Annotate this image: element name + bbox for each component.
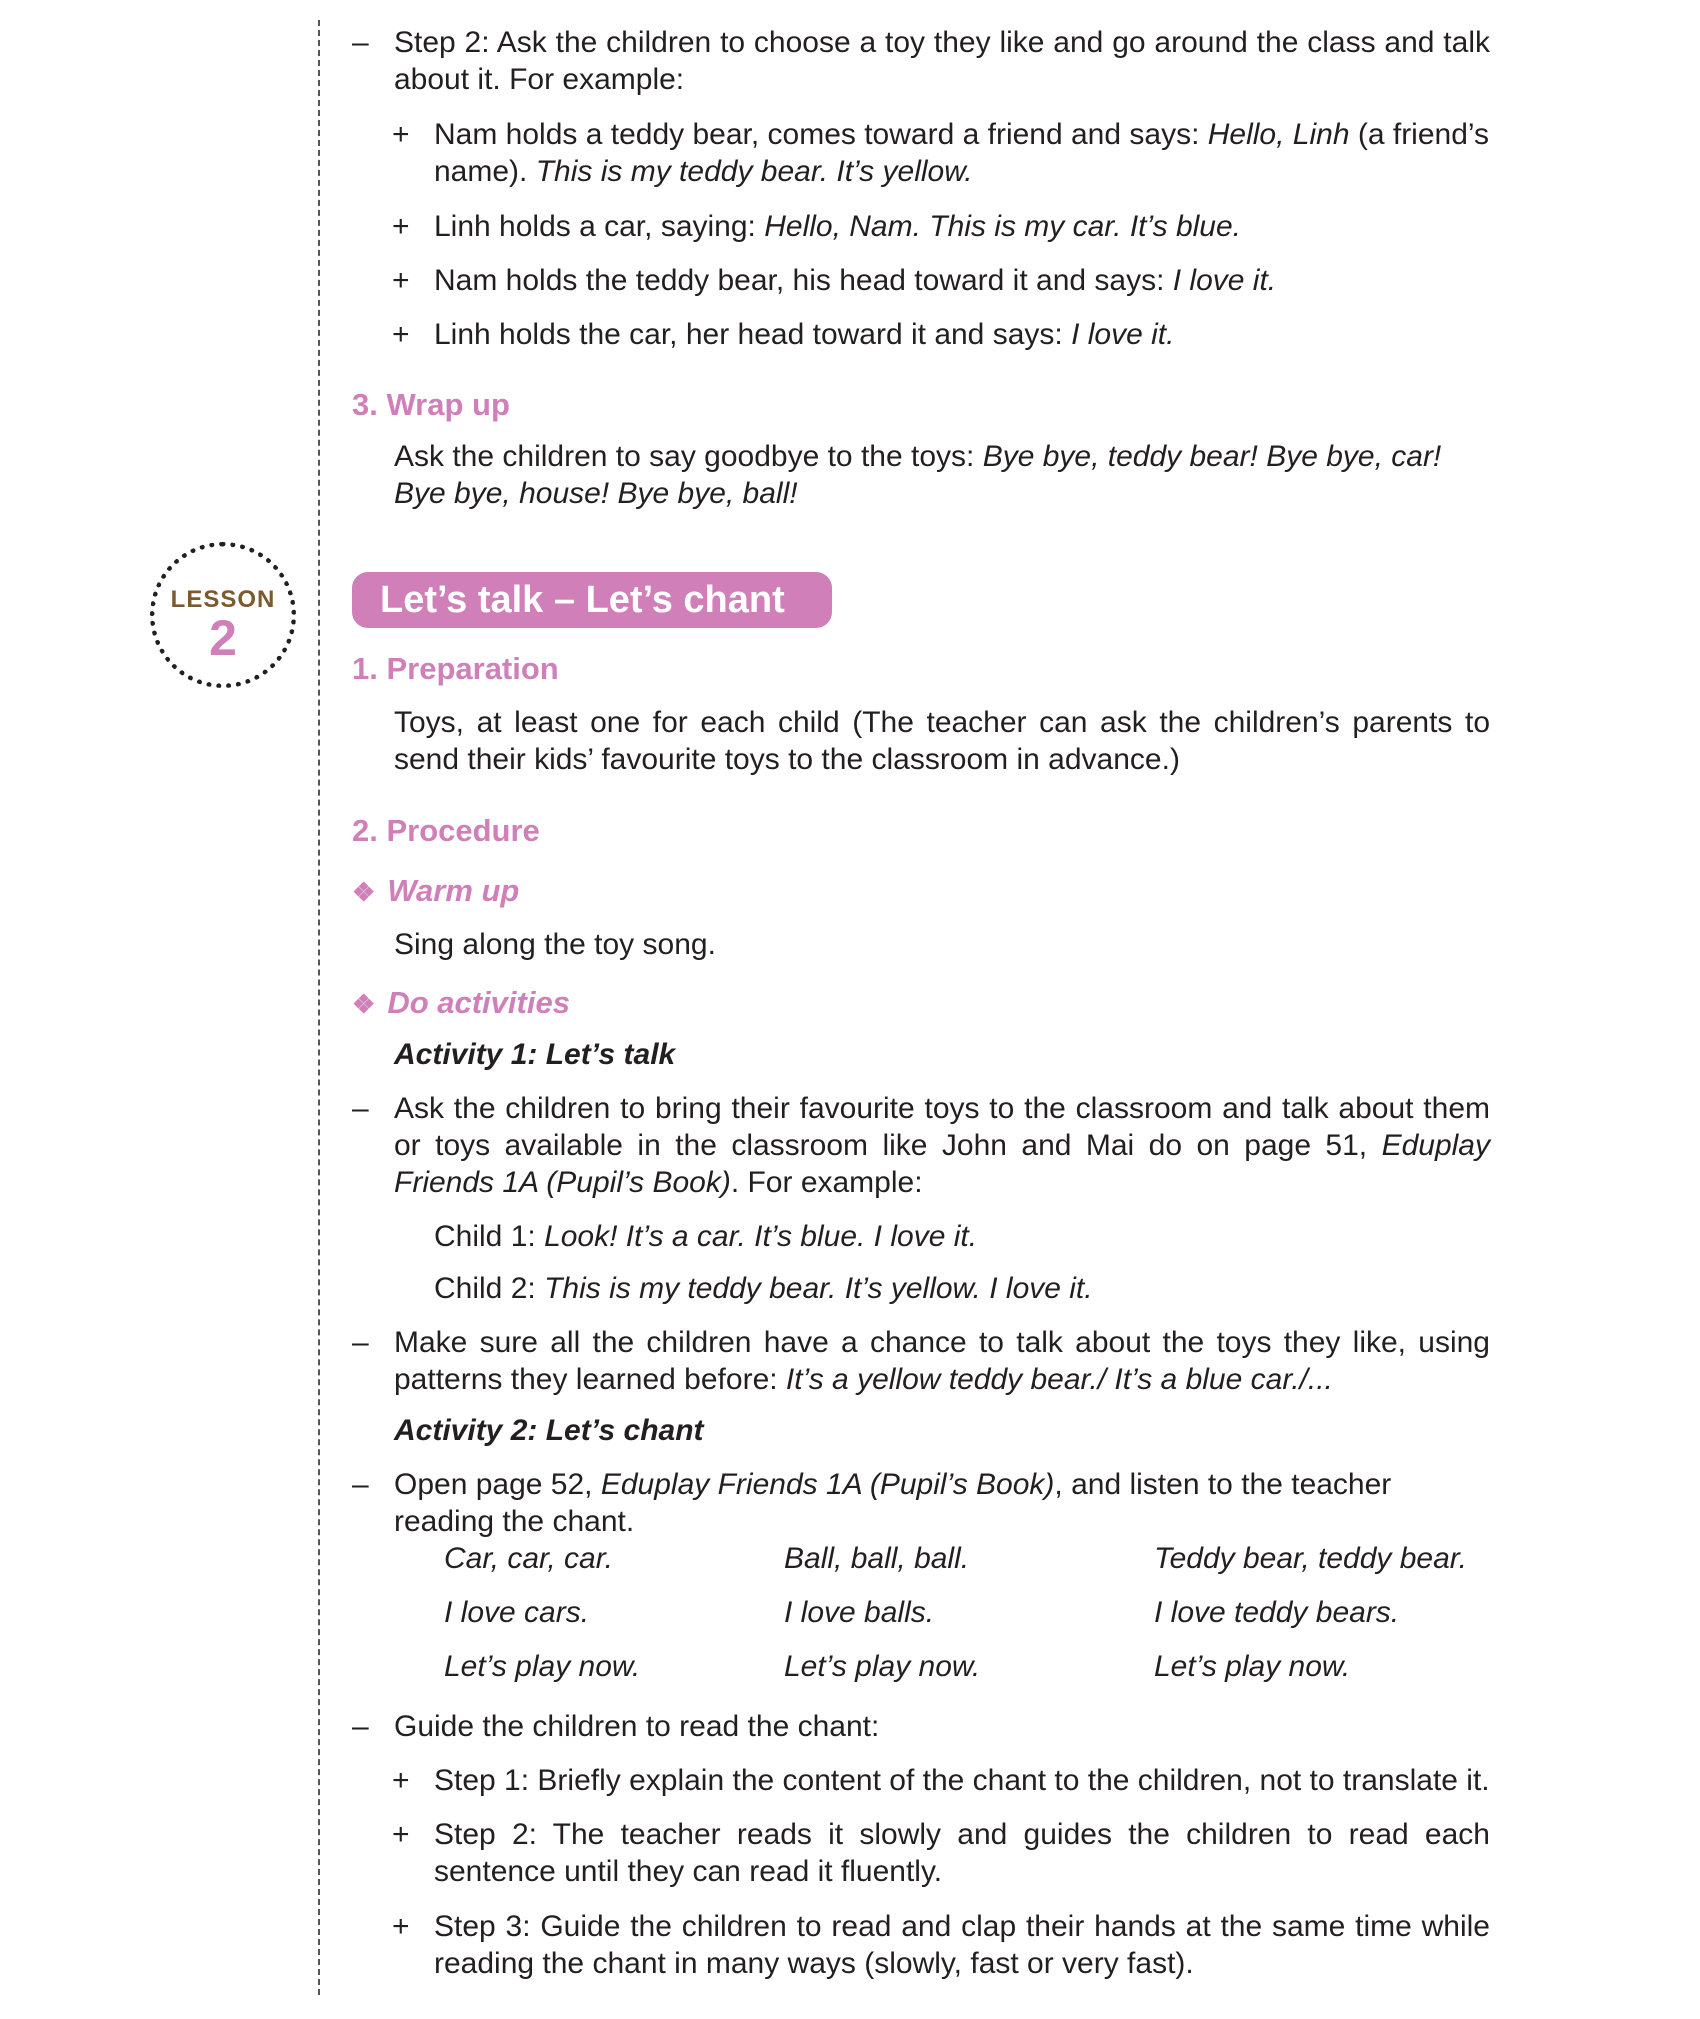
- step-text: Step 1: Briefly explain the content of the chant to the children, not to translate it.: [434, 1764, 1490, 1797]
- activity1-item2-text: [394, 1324, 1490, 1398]
- step-text: Step 3: Guide the children to read and clap their hands at the same time while reading the chant in many ways (slowly, fast or very fast).: [434, 1910, 1490, 1980]
- italic-text: This is my teddy bear. It’s yellow.: [535, 155, 973, 188]
- plain-text: Nam holds the teddy bear, his head toward it and says:: [434, 264, 1173, 297]
- list-item: [352, 1090, 1490, 1201]
- procedure-heading: 2. Procedure: [352, 813, 540, 848]
- plain-text: Ask the children to say goodbye to the toys:: [394, 440, 983, 473]
- child1-line: [434, 1218, 1490, 1255]
- lesson-label: LESSON: [170, 586, 276, 613]
- list-item: [392, 262, 1490, 299]
- plain-text: , and listen to the teacher reading the chant.: [394, 1468, 1392, 1538]
- plus-marker: +: [392, 318, 410, 351]
- chant-line: I love cars.: [444, 1596, 590, 1629]
- margin-divider-line: [318, 20, 320, 1995]
- italic-text: Eduplay Friends 1A (Pupil’s Book): [394, 1129, 1490, 1199]
- plain-text: Make sure all the children have a chance to talk about the toys they like, using patterns they learned before:: [394, 1326, 1490, 1396]
- chant-line: Let’s play now.: [784, 1650, 981, 1683]
- chant-line: I love teddy bears.: [1154, 1596, 1400, 1629]
- example-text: [434, 316, 1490, 353]
- plain-text: Open page 52,: [394, 1468, 601, 1501]
- child-label: Child 2:: [434, 1272, 545, 1305]
- plain-text: Nam holds a teddy bear, comes toward a friend and says:: [434, 118, 1208, 151]
- activity2-title: Activity 2: Let’s chant: [394, 1414, 704, 1447]
- lesson-number: 2: [209, 610, 237, 666]
- chant-line: Let’s play now.: [444, 1650, 641, 1683]
- warm-up-heading: [352, 872, 519, 911]
- italic-text: It’s a yellow teddy bear./ It’s a blue car./...: [785, 1363, 1333, 1396]
- preparation-text: Toys, at least one for each child (The teacher can ask the children’s parents to send their kids’ favourite toys to the classroom in advance.): [394, 706, 1490, 776]
- italic-text: I love it.: [1071, 318, 1175, 351]
- chant-line: Car, car, car.: [444, 1542, 613, 1575]
- plus-marker: +: [392, 1910, 410, 1943]
- step-text: Step 2: The teacher reads it slowly and guides the children to read each sentence until they can read it fluently.: [434, 1818, 1490, 1888]
- italic-text: Eduplay Friends 1A (Pupil’s Book): [600, 1468, 1055, 1501]
- child-label: Child 1:: [434, 1220, 545, 1253]
- plain-text: (a friend’s name).: [434, 118, 1490, 188]
- child2-line: [434, 1270, 1490, 1307]
- activity1-item1-text: [394, 1090, 1490, 1201]
- example-text: [434, 262, 1490, 299]
- plain-text: . For example:: [730, 1166, 923, 1199]
- plus-marker: +: [392, 210, 410, 243]
- example-text: [434, 208, 1490, 245]
- plus-marker: +: [392, 264, 410, 297]
- activity1-title: Activity 1: Let’s talk: [394, 1038, 676, 1071]
- list-item: [392, 1762, 1490, 1799]
- chant-line: Let’s play now.: [1154, 1650, 1351, 1683]
- activity2-item2-text: Guide the children to read the chant:: [394, 1710, 880, 1743]
- preparation-heading: 1. Preparation: [352, 651, 559, 686]
- list-item: [392, 316, 1490, 353]
- italic-text: Bye bye, teddy bear! Bye bye, car! Bye bye, house! Bye bye, ball!: [394, 440, 1442, 510]
- plain-text: Linh holds a car, saying:: [434, 210, 765, 243]
- dash-marker: –: [352, 26, 369, 59]
- list-item: [392, 116, 1490, 190]
- dash-marker: –: [352, 1092, 369, 1125]
- list-item: [352, 1708, 1490, 1745]
- list-item: [392, 1816, 1490, 1890]
- chant-line: Ball, ball, ball.: [784, 1542, 970, 1575]
- example-text: [434, 116, 1490, 190]
- italic-text: Hello, Nam. This is my car. It’s blue.: [764, 210, 1242, 243]
- plain-text: Linh holds the car, her head toward it and says:: [434, 318, 1072, 351]
- lesson-badge: [150, 542, 296, 688]
- italic-text: Look! It’s a car. It’s blue. I love it.: [544, 1220, 978, 1253]
- warm-up-text: Sing along the toy song.: [394, 928, 716, 961]
- plus-marker: +: [392, 1764, 410, 1797]
- dash-marker: –: [352, 1468, 369, 1501]
- wrap-up-text: [394, 438, 1490, 512]
- lesson-title-banner: Let’s talk – Let’s chant: [352, 572, 832, 628]
- warm-up-label: Warm up: [387, 873, 520, 908]
- dash-marker: –: [352, 1710, 369, 1743]
- list-item: [392, 208, 1490, 245]
- plain-text: Ask the children to bring their favourite toys to the classroom and talk about them or toys available in the classroom like John and Mai do on page 51,: [394, 1092, 1490, 1162]
- chant-line: I love balls.: [784, 1596, 935, 1629]
- list-item: [352, 1324, 1490, 1398]
- italic-text: I love it.: [1172, 264, 1277, 297]
- dash-marker: –: [352, 1326, 369, 1359]
- list-item: [352, 1466, 1490, 1540]
- list-item: [352, 24, 1490, 98]
- activity2-item1-text: [394, 1466, 1490, 1540]
- step2-text: Step 2: Ask the children to choose a toy they like and go around the class and talk about it. For example:: [394, 26, 1490, 96]
- italic-text: Hello, Linh: [1207, 118, 1350, 151]
- do-activities-label: Do activities: [387, 985, 570, 1020]
- list-item: [392, 1908, 1490, 1982]
- diamond-cluster-icon: ❖: [352, 877, 376, 907]
- wrap-up-heading: 3. Wrap up: [352, 387, 510, 422]
- plus-marker: +: [392, 1818, 410, 1851]
- italic-text: This is my teddy bear. It’s yellow. I love it.: [544, 1272, 1093, 1305]
- chant-line: Teddy bear, teddy bear.: [1154, 1542, 1468, 1575]
- diamond-cluster-icon: ❖: [352, 989, 376, 1019]
- do-activities-heading: [352, 984, 570, 1023]
- plus-marker: +: [392, 118, 410, 151]
